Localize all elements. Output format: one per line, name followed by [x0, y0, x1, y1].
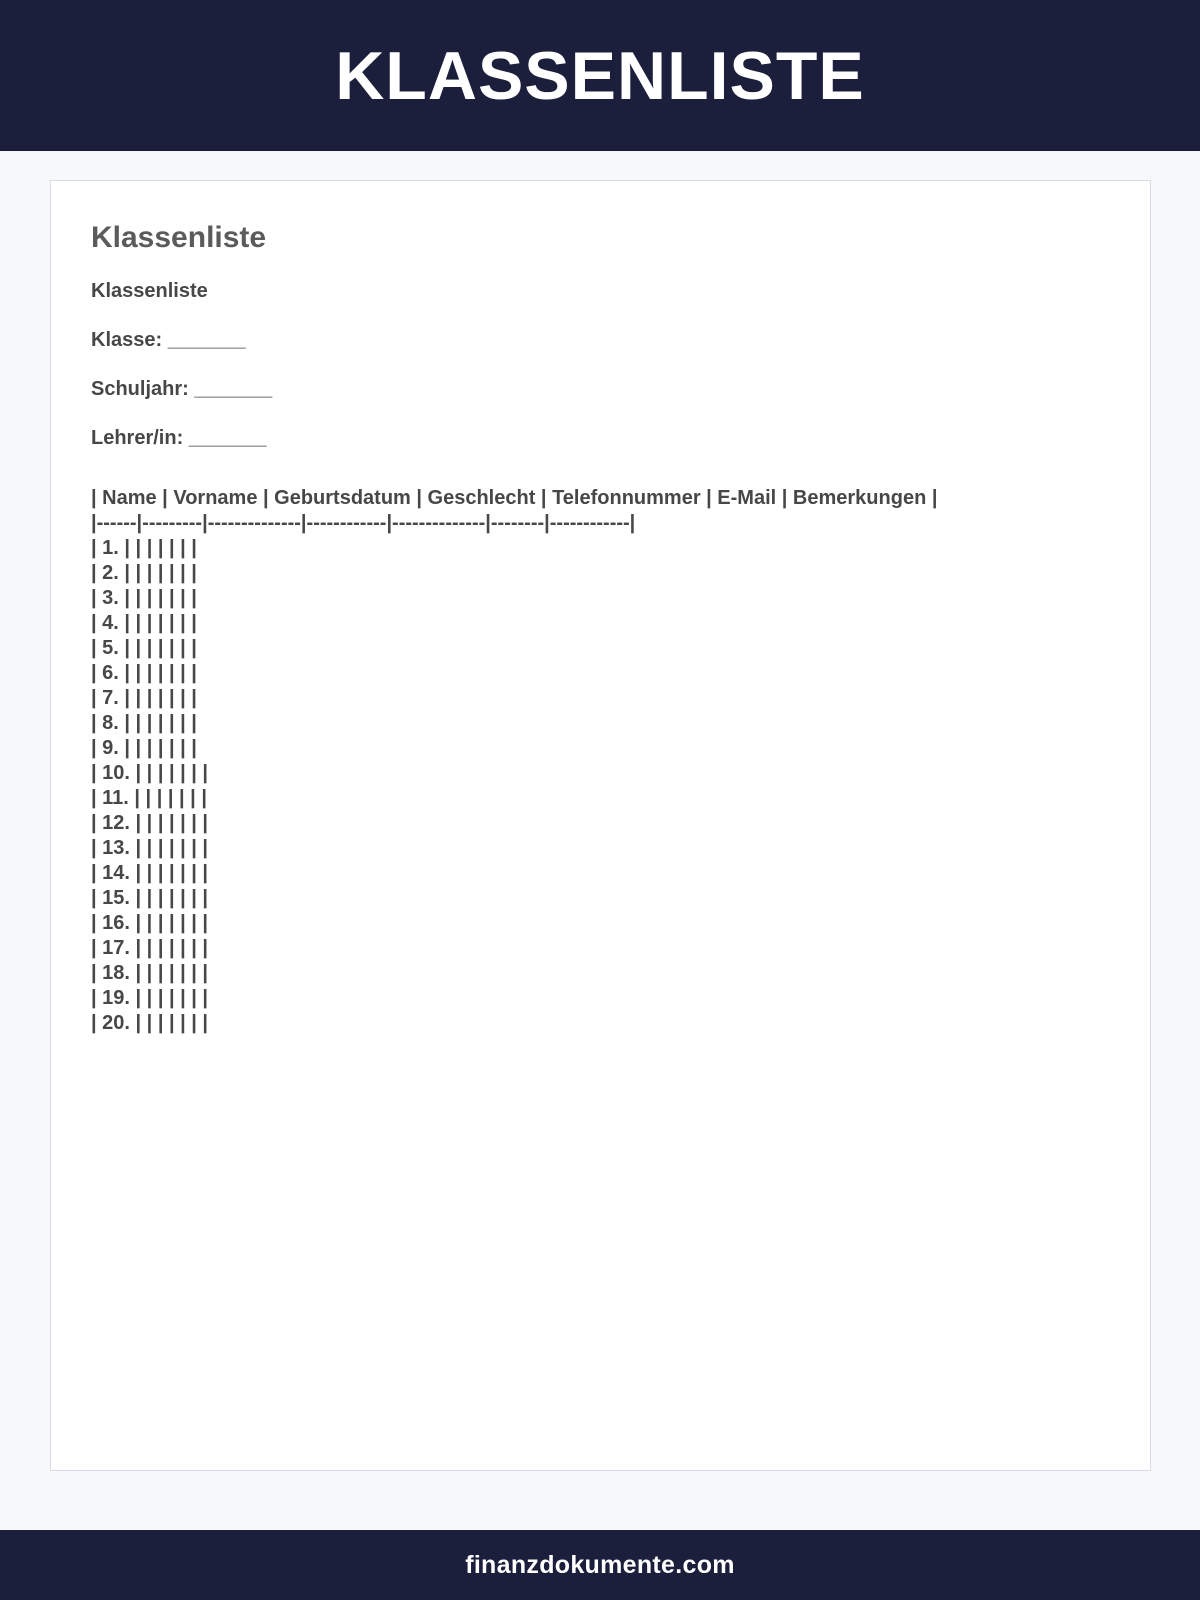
table-row: | 4. | | | | | | |: [91, 612, 197, 634]
table-row: | 11. | | | | | | |: [91, 787, 207, 809]
table-row: | 2. | | | | | | |: [91, 562, 197, 584]
table-row: | 13. | | | | | | |: [91, 837, 209, 859]
table-row: | 16. | | | | | | |: [91, 912, 209, 934]
table-row: | 8. | | | | | | |: [91, 712, 197, 734]
field-lehrer: Lehrer/in: _______: [91, 427, 267, 449]
page-footer: [0, 1530, 1200, 1600]
document-title: Klassenliste: [91, 221, 267, 254]
table-row: | 18. | | | | | | |: [91, 962, 209, 984]
document-subtitle: Klassenliste: [91, 280, 208, 302]
document-card: [50, 180, 1151, 1471]
document-content: [91, 221, 1110, 1036]
table-row: | 17. | | | | | | |: [91, 937, 209, 959]
table-row: | 5. | | | | | | |: [91, 637, 197, 659]
table-row: | 14. | | | | | | |: [91, 862, 209, 884]
table-row: | 20. | | | | | | |: [91, 1012, 209, 1034]
table-row: | 6. | | | | | | |: [91, 662, 197, 684]
table-separator-row: |------|---------|--------------|------------|--------------|--------|------------|: [91, 512, 636, 534]
table-row: | 7. | | | | | | |: [91, 687, 197, 709]
page-header: [0, 0, 1200, 151]
table-header-row: | Name | Vorname | Geburtsdatum | Geschlecht | Telefonnummer | E-Mail | Bemerkungen |: [91, 487, 938, 509]
table-row: | 12. | | | | | | |: [91, 812, 209, 834]
field-schuljahr: Schuljahr: _______: [91, 378, 273, 400]
table-row: | 3. | | | | | | |: [91, 587, 197, 609]
class-table: [91, 486, 1110, 1036]
footer-site-name: finanzdokumente.com: [465, 1550, 735, 1579]
table-row: | 10. | | | | | | |: [91, 762, 209, 784]
field-klasse: Klasse: _______: [91, 329, 246, 351]
table-row: | 1. | | | | | | |: [91, 537, 197, 559]
header-title: KLASSENLISTE: [335, 37, 865, 114]
table-row: | 9. | | | | | | |: [91, 737, 197, 759]
table-row: | 15. | | | | | | |: [91, 887, 209, 909]
table-row: | 19. | | | | | | |: [91, 987, 209, 1009]
